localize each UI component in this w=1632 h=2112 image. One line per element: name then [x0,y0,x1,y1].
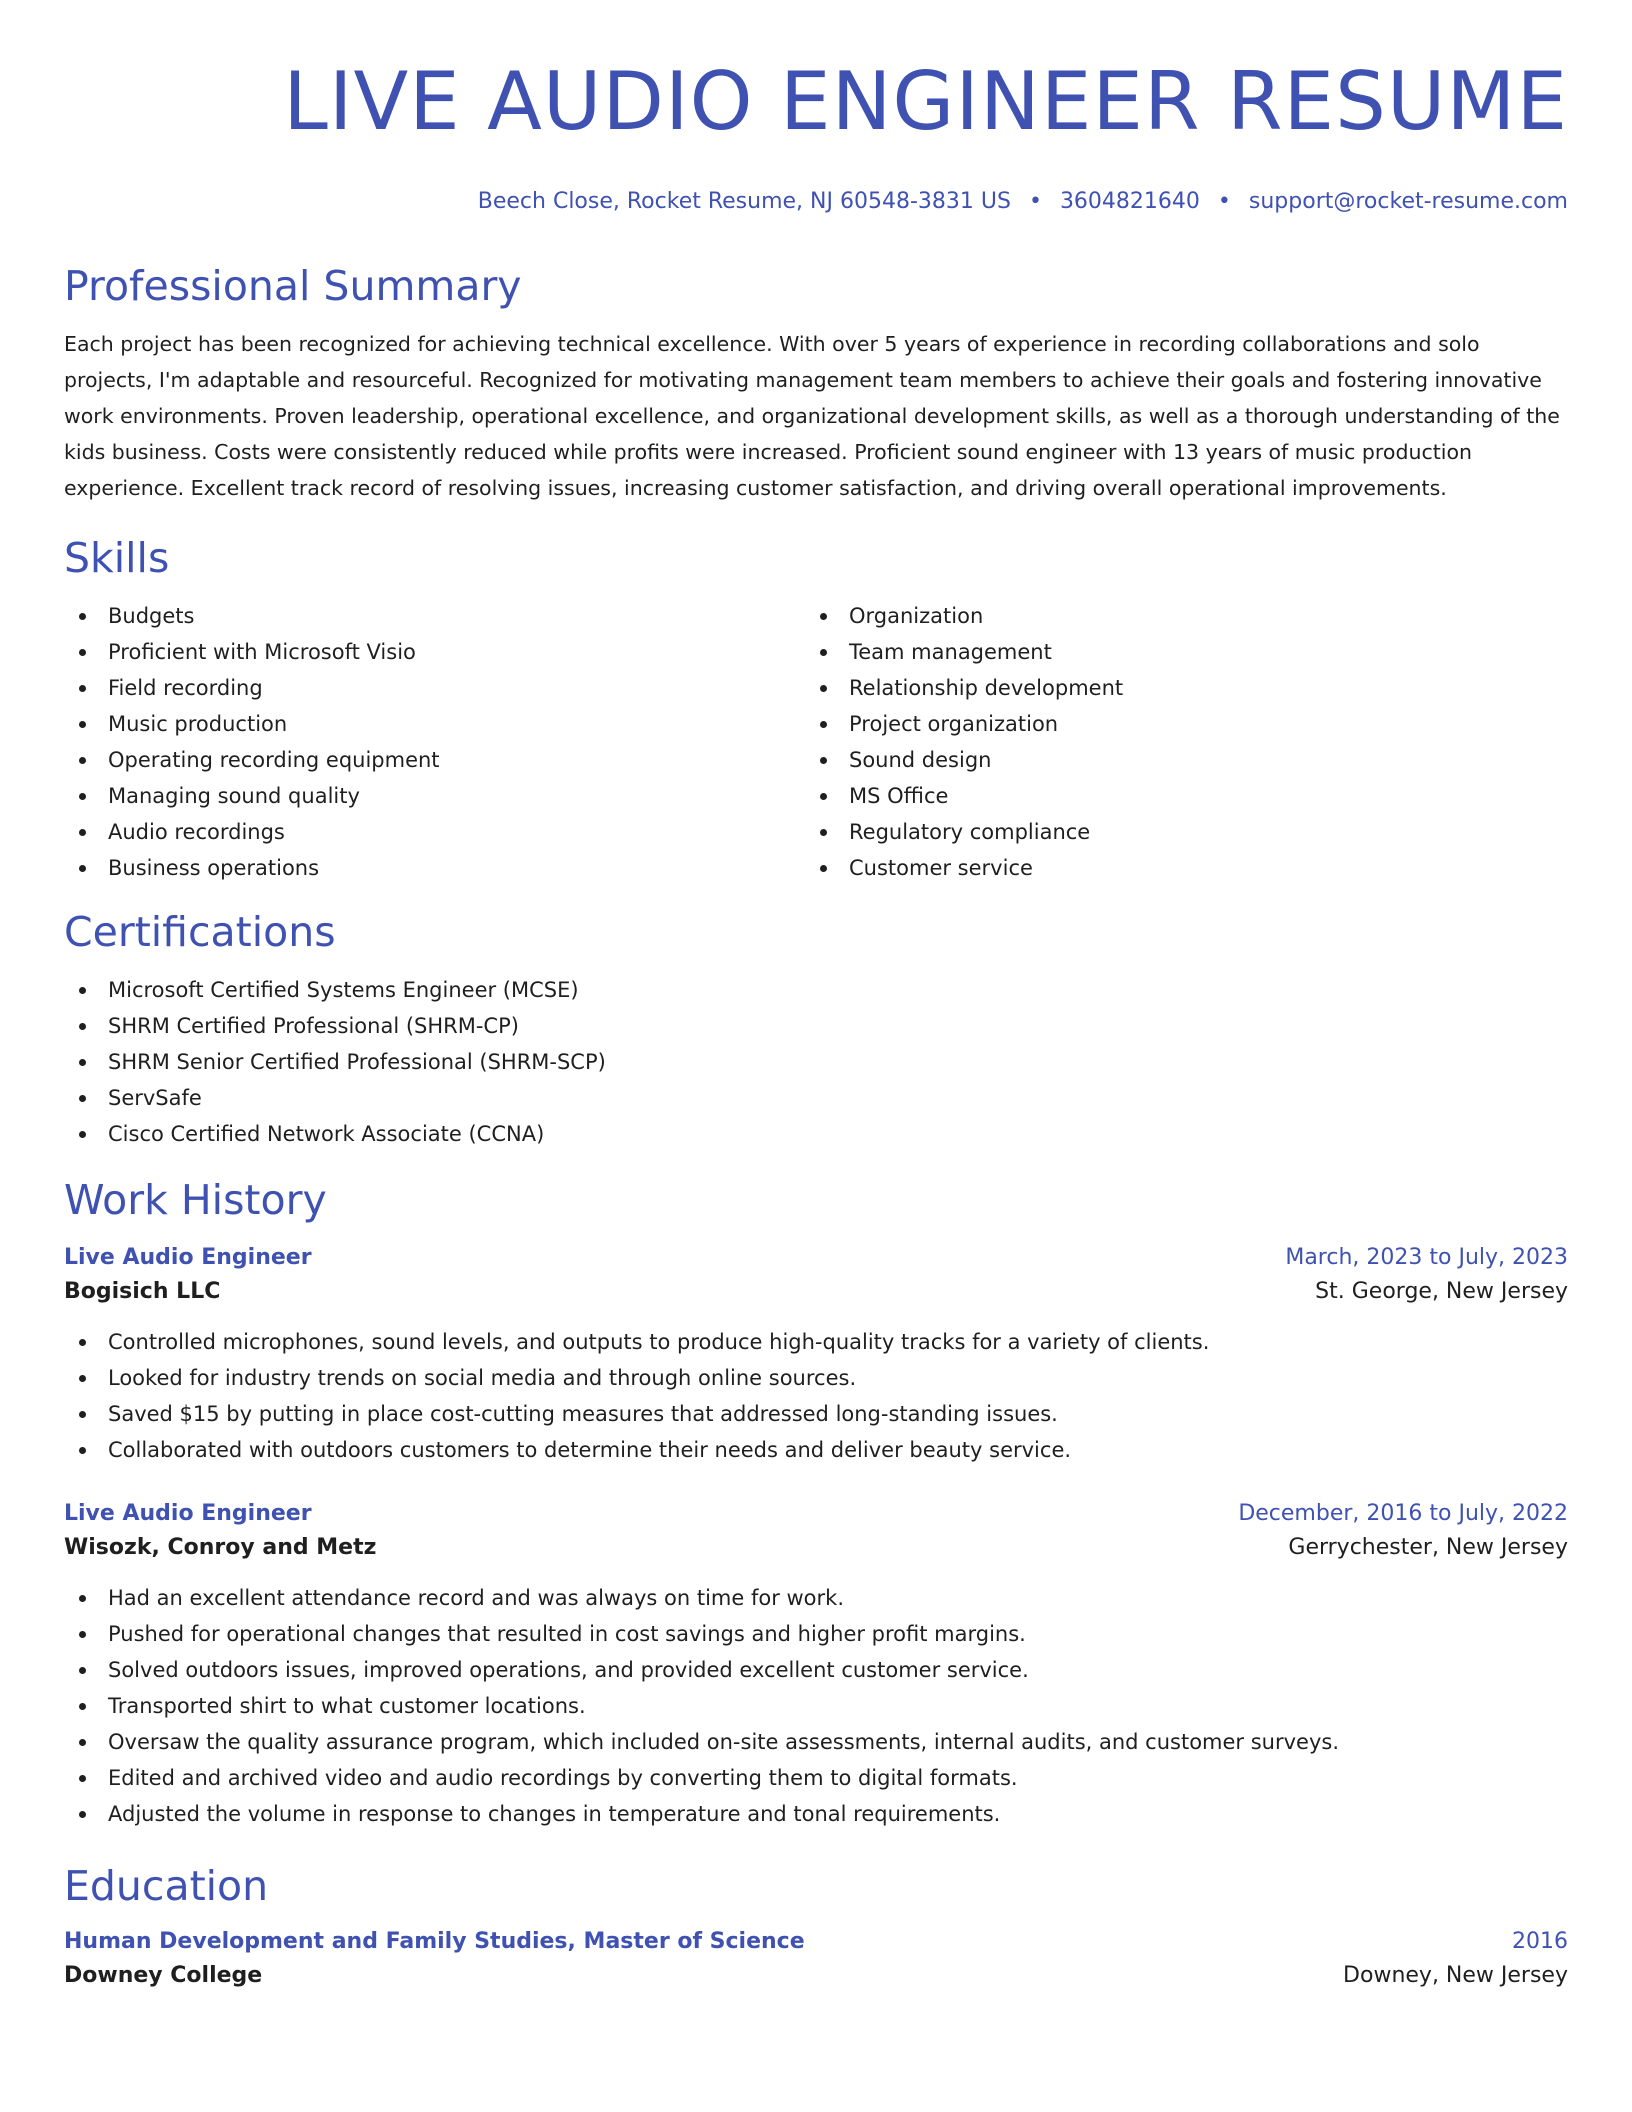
skill-item: Sound design [805,742,1546,778]
skill-item: Operating recording equipment [64,742,805,778]
job-header [64,1242,1568,1274]
degree: Human Development and Family Studies, Master of Science [64,1929,805,1954]
school-name: Downey College [64,1963,263,1988]
job-bullet: Transported shirt to what customer locations. [64,1688,1568,1724]
job-bullet: Had an excellent attendance record and was always on time for work. [64,1580,1568,1616]
job-employer-row [64,1530,1568,1566]
section-heading-education: Education [64,1862,269,1910]
certifications-list [64,972,1568,1152]
job-title: Live Audio Engineer [64,1501,312,1526]
education-entry [64,1926,1568,1994]
skills-column-right [805,598,1546,886]
skills-column-left [64,598,805,886]
skills-list [64,598,1568,886]
section-heading-work-history: Work History [64,1176,327,1224]
job-bullets [64,1580,1568,1832]
section-heading-certifications: Certifications [64,908,336,956]
company-name: Wisozk, Conroy and Metz [64,1535,377,1560]
job-location: St. George, New Jersey [1315,1279,1568,1304]
separator: • [1028,189,1042,214]
job-dates: December, 2016 to July, 2022 [1238,1501,1568,1526]
skill-item: Relationship development [805,670,1546,706]
skill-item: Team management [805,634,1546,670]
certification-item: SHRM Senior Certified Professional (SHRM-SCP) [64,1044,1568,1080]
job-bullet: Solved outdoors issues, improved operations, and provided excellent customer service. [64,1652,1568,1688]
skill-item: Audio recordings [64,814,805,850]
skill-item: Field recording [64,670,805,706]
skill-item: Organization [805,598,1546,634]
certification-item: SHRM Certified Professional (SHRM-CP) [64,1008,1568,1044]
resume-title: LIVE AUDIO ENGINEER RESUME [283,55,1568,148]
job-bullets [64,1324,1568,1468]
separator: • [1217,189,1231,214]
job-bullet: Pushed for operational changes that resulted in cost savings and higher profit margins. [64,1616,1568,1652]
job-employer-row [64,1274,1568,1310]
job-bullet: Oversaw the quality assurance program, which included on-site assessments, internal audits, and customer surveys. [64,1724,1568,1760]
job-bullet: Saved $15 by putting in place cost-cutting measures that addressed long-standing issues. [64,1396,1568,1432]
job-location: Gerrychester, New Jersey [1288,1535,1568,1560]
skill-item: Business operations [64,850,805,886]
skill-item: Budgets [64,598,805,634]
job-entry [64,1242,1568,1468]
skill-item: Music production [64,706,805,742]
job-bullet: Adjusted the volume in response to changes in temperature and tonal requirements. [64,1796,1568,1832]
contact-line [64,186,1568,218]
job-bullet: Collaborated with outdoors customers to determine their needs and deliver beauty service. [64,1432,1568,1468]
skill-item: Proficient with Microsoft Visio [64,634,805,670]
certification-item: Microsoft Certified Systems Engineer (MCSE) [64,972,1568,1008]
job-bullet: Controlled microphones, sound levels, and outputs to produce high-quality tracks for a variety of clients. [64,1324,1568,1360]
education-header [64,1926,1568,1958]
section-heading-skills: Skills [64,534,170,582]
resume-page [64,0,1568,1994]
skill-item: Regulatory compliance [805,814,1546,850]
job-header [64,1498,1568,1530]
company-name: Bogisich LLC [64,1279,221,1304]
skill-item: Project organization [805,706,1546,742]
education-school-row [64,1958,1568,1994]
certification-item: Cisco Certified Network Associate (CCNA) [64,1116,1568,1152]
skill-item: Managing sound quality [64,778,805,814]
phone: 3604821640 [1059,189,1200,214]
summary-text: Each project has been recognized for achieving technical excellence. With over 5 years of experience in recording collaborations and solo projects, I'm adaptable and resourceful. Recognized for motivating management team members to achieve their goals and fostering innovative work environments. Proven leadership, operational excellence, and organizational development skills, as well as a thorough understanding of the kids business. Costs were consistently reduced while profits were increased. Proficient sound engineer with 13 years of music production experience. Excellent track record of resolving issues, increasing customer satisfaction, and driving overall operational improvements. [64,332,1560,500]
skill-item: MS Office [805,778,1546,814]
section-heading-summary: Professional Summary [64,262,522,310]
skill-item: Customer service [805,850,1546,886]
job-title: Live Audio Engineer [64,1245,312,1270]
job-entry [64,1498,1568,1832]
job-bullet: Looked for industry trends on social media and through online sources. [64,1360,1568,1396]
school-location: Downey, New Jersey [1343,1963,1568,1988]
graduation-year: 2016 [1512,1929,1568,1954]
address: Beech Close, Rocket Resume, NJ 60548-3831 US [477,189,1011,214]
email-link[interactable]: support@rocket-resume.com [1248,189,1568,214]
job-bullet: Edited and archived video and audio recordings by converting them to digital formats. [64,1760,1568,1796]
job-dates: March, 2023 to July, 2023 [1285,1245,1568,1270]
certification-item: ServSafe [64,1080,1568,1116]
